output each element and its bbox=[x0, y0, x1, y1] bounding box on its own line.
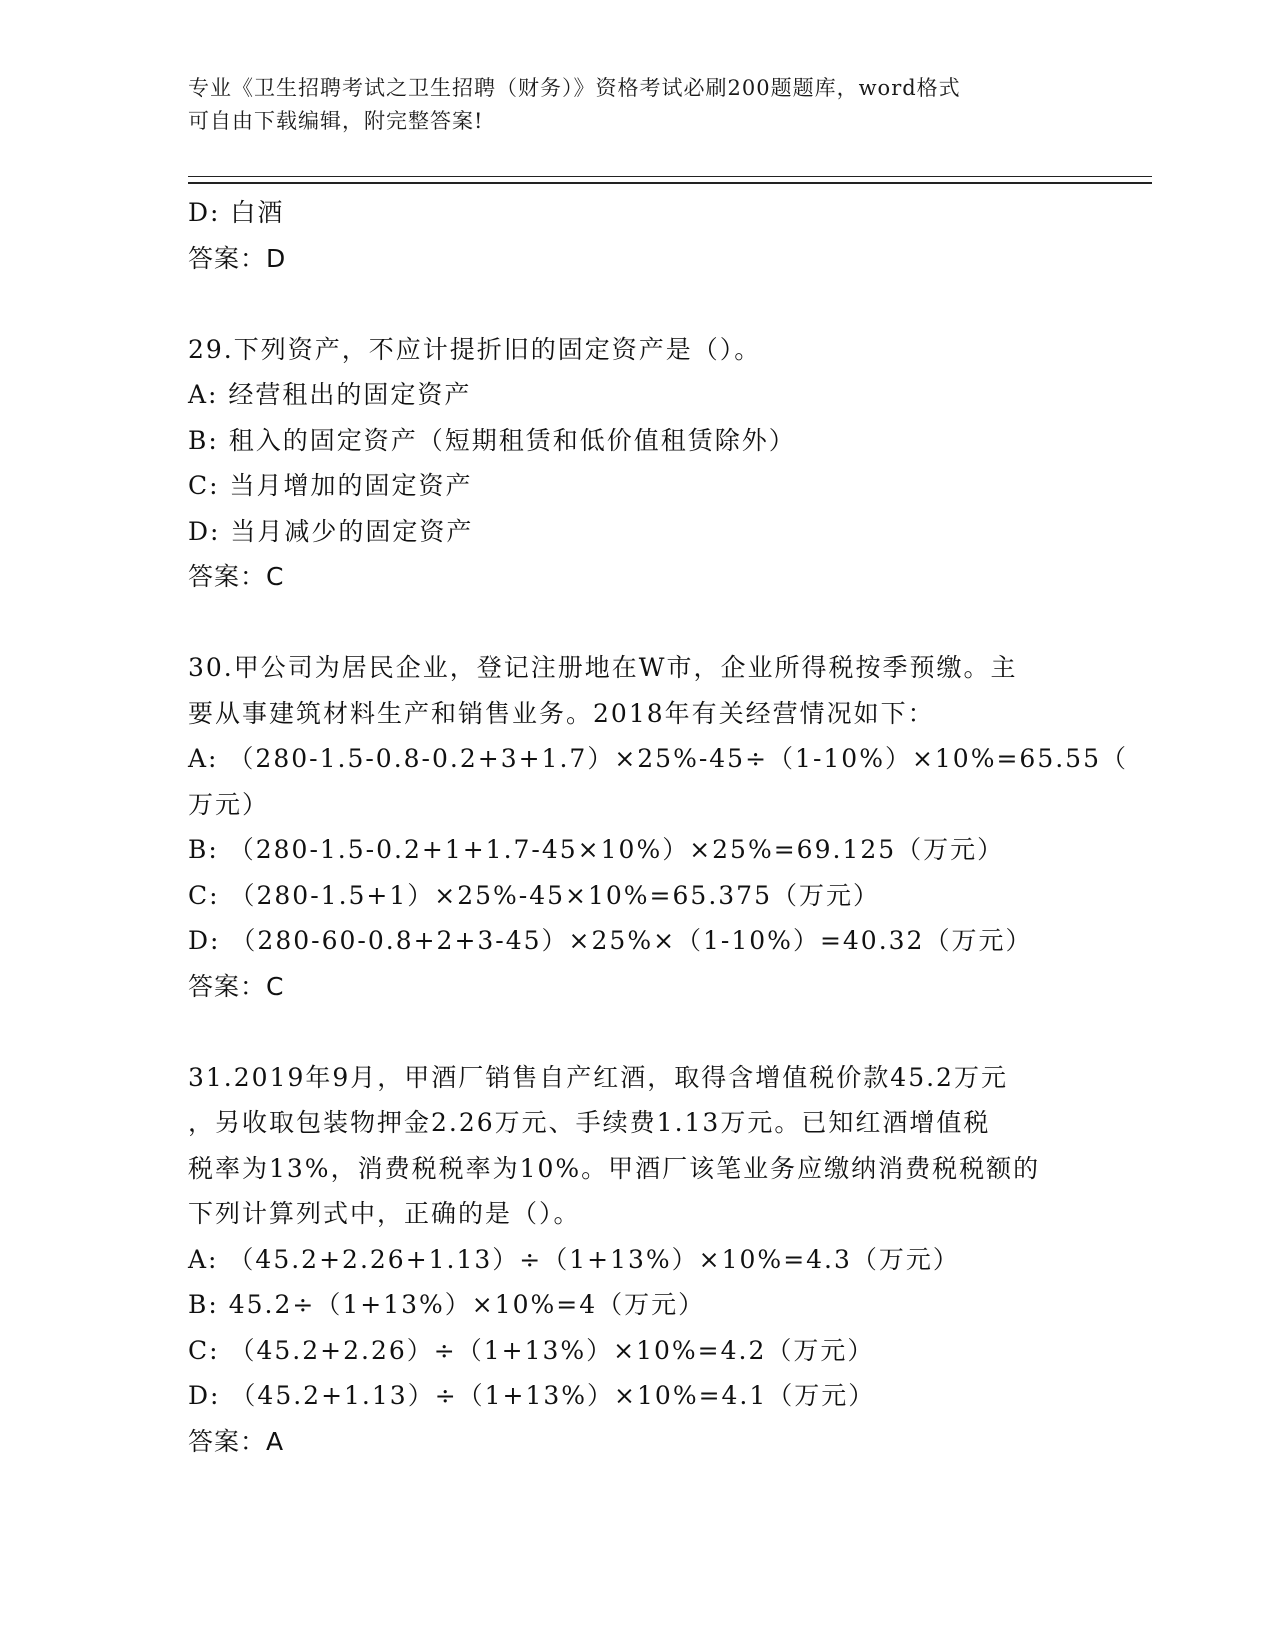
question-stem-line-2: 要从事建筑材料生产和销售业务。2018年有关经营情况如下： bbox=[188, 698, 935, 728]
question-stem-line-2: ，另收取包装物押金2.26万元、手续费1.13万元。已知红酒增值税 bbox=[188, 1108, 991, 1137]
header-title-line-2: 可自由下载编辑，附完整答案! bbox=[188, 109, 484, 133]
spacer bbox=[188, 600, 1088, 646]
option-c: C: 当月增加的固定资产 bbox=[188, 471, 473, 500]
question-list bbox=[188, 190, 1128, 1464]
option-b: B: 45.2÷（1+13%）×10%=4（万元） bbox=[188, 1290, 706, 1319]
question-stem-line-1: 31.2019年9月，甲酒厂销售自产红酒，取得含增值税价款45.2万元 bbox=[188, 1062, 1008, 1092]
option-c: C: （280-1.5+1）×25%-45×10%=65.375（万元） bbox=[188, 880, 880, 910]
answer-label: 答案：C bbox=[188, 971, 285, 1001]
option-a-line-1: A: （280-1.5-0.8-0.2+3+1.7）×25%-45÷（1-10%）×10%=65.55（ bbox=[188, 744, 1128, 773]
question-stem: 29.下列资产，不应计提折旧的固定资产是（）。 bbox=[188, 334, 762, 364]
question-31 bbox=[188, 1055, 1088, 1465]
spacer bbox=[188, 281, 1088, 327]
question-28-tail bbox=[188, 190, 1088, 281]
question-stem-line-1: 30.甲公司为居民企业，登记注册地在W市，企业所得税按季预缴。主 bbox=[188, 653, 1018, 682]
question-29 bbox=[188, 327, 1088, 600]
option-a: A: （45.2+2.26+1.13）÷（1+13%）×10%=4.3（万元） bbox=[188, 1244, 960, 1274]
question-stem-line-4: 下列计算列式中，正确的是（）。 bbox=[188, 1199, 581, 1228]
spacer bbox=[188, 1009, 1088, 1055]
answer-label: 答案：C bbox=[188, 562, 285, 591]
option-b: B: （280-1.5-0.2+1+1.7-45×10%）×25%=69.125（万元） bbox=[188, 835, 1005, 864]
answer-label: 答案：D bbox=[188, 243, 287, 273]
option-a-line-2: 万元） bbox=[188, 789, 270, 819]
option-d: D: 白酒 bbox=[188, 198, 285, 227]
option-b: B: 租入的固定资产（短期租赁和低价值租赁除外） bbox=[188, 425, 796, 455]
option-d: D: （280-60-0.8+2+3-45）×25%×（1-10%）=40.32（万元） bbox=[188, 926, 1033, 955]
option-d: D: （45.2+1.13）÷（1+13%）×10%=4.1（万元） bbox=[188, 1381, 876, 1410]
question-30 bbox=[188, 645, 1128, 1009]
option-d: D: 当月减少的固定资产 bbox=[188, 516, 474, 546]
page-header bbox=[188, 72, 1068, 138]
option-c: C: （45.2+2.26）÷（1+13%）×10%=4.2（万元） bbox=[188, 1335, 875, 1365]
answer-label: 答案：A bbox=[188, 1426, 285, 1456]
header-divider bbox=[188, 176, 1152, 184]
option-a: A: 经营租出的固定资产 bbox=[188, 380, 472, 409]
question-stem-line-3: 税率为13%，消费税税率为10%。甲酒厂该笔业务应缴纳消费税税额的 bbox=[188, 1153, 1041, 1183]
header-title-line-1: 专业《卫生招聘考试之卫生招聘（财务）》资格考试必刷200题题库，word格式 bbox=[188, 76, 961, 100]
